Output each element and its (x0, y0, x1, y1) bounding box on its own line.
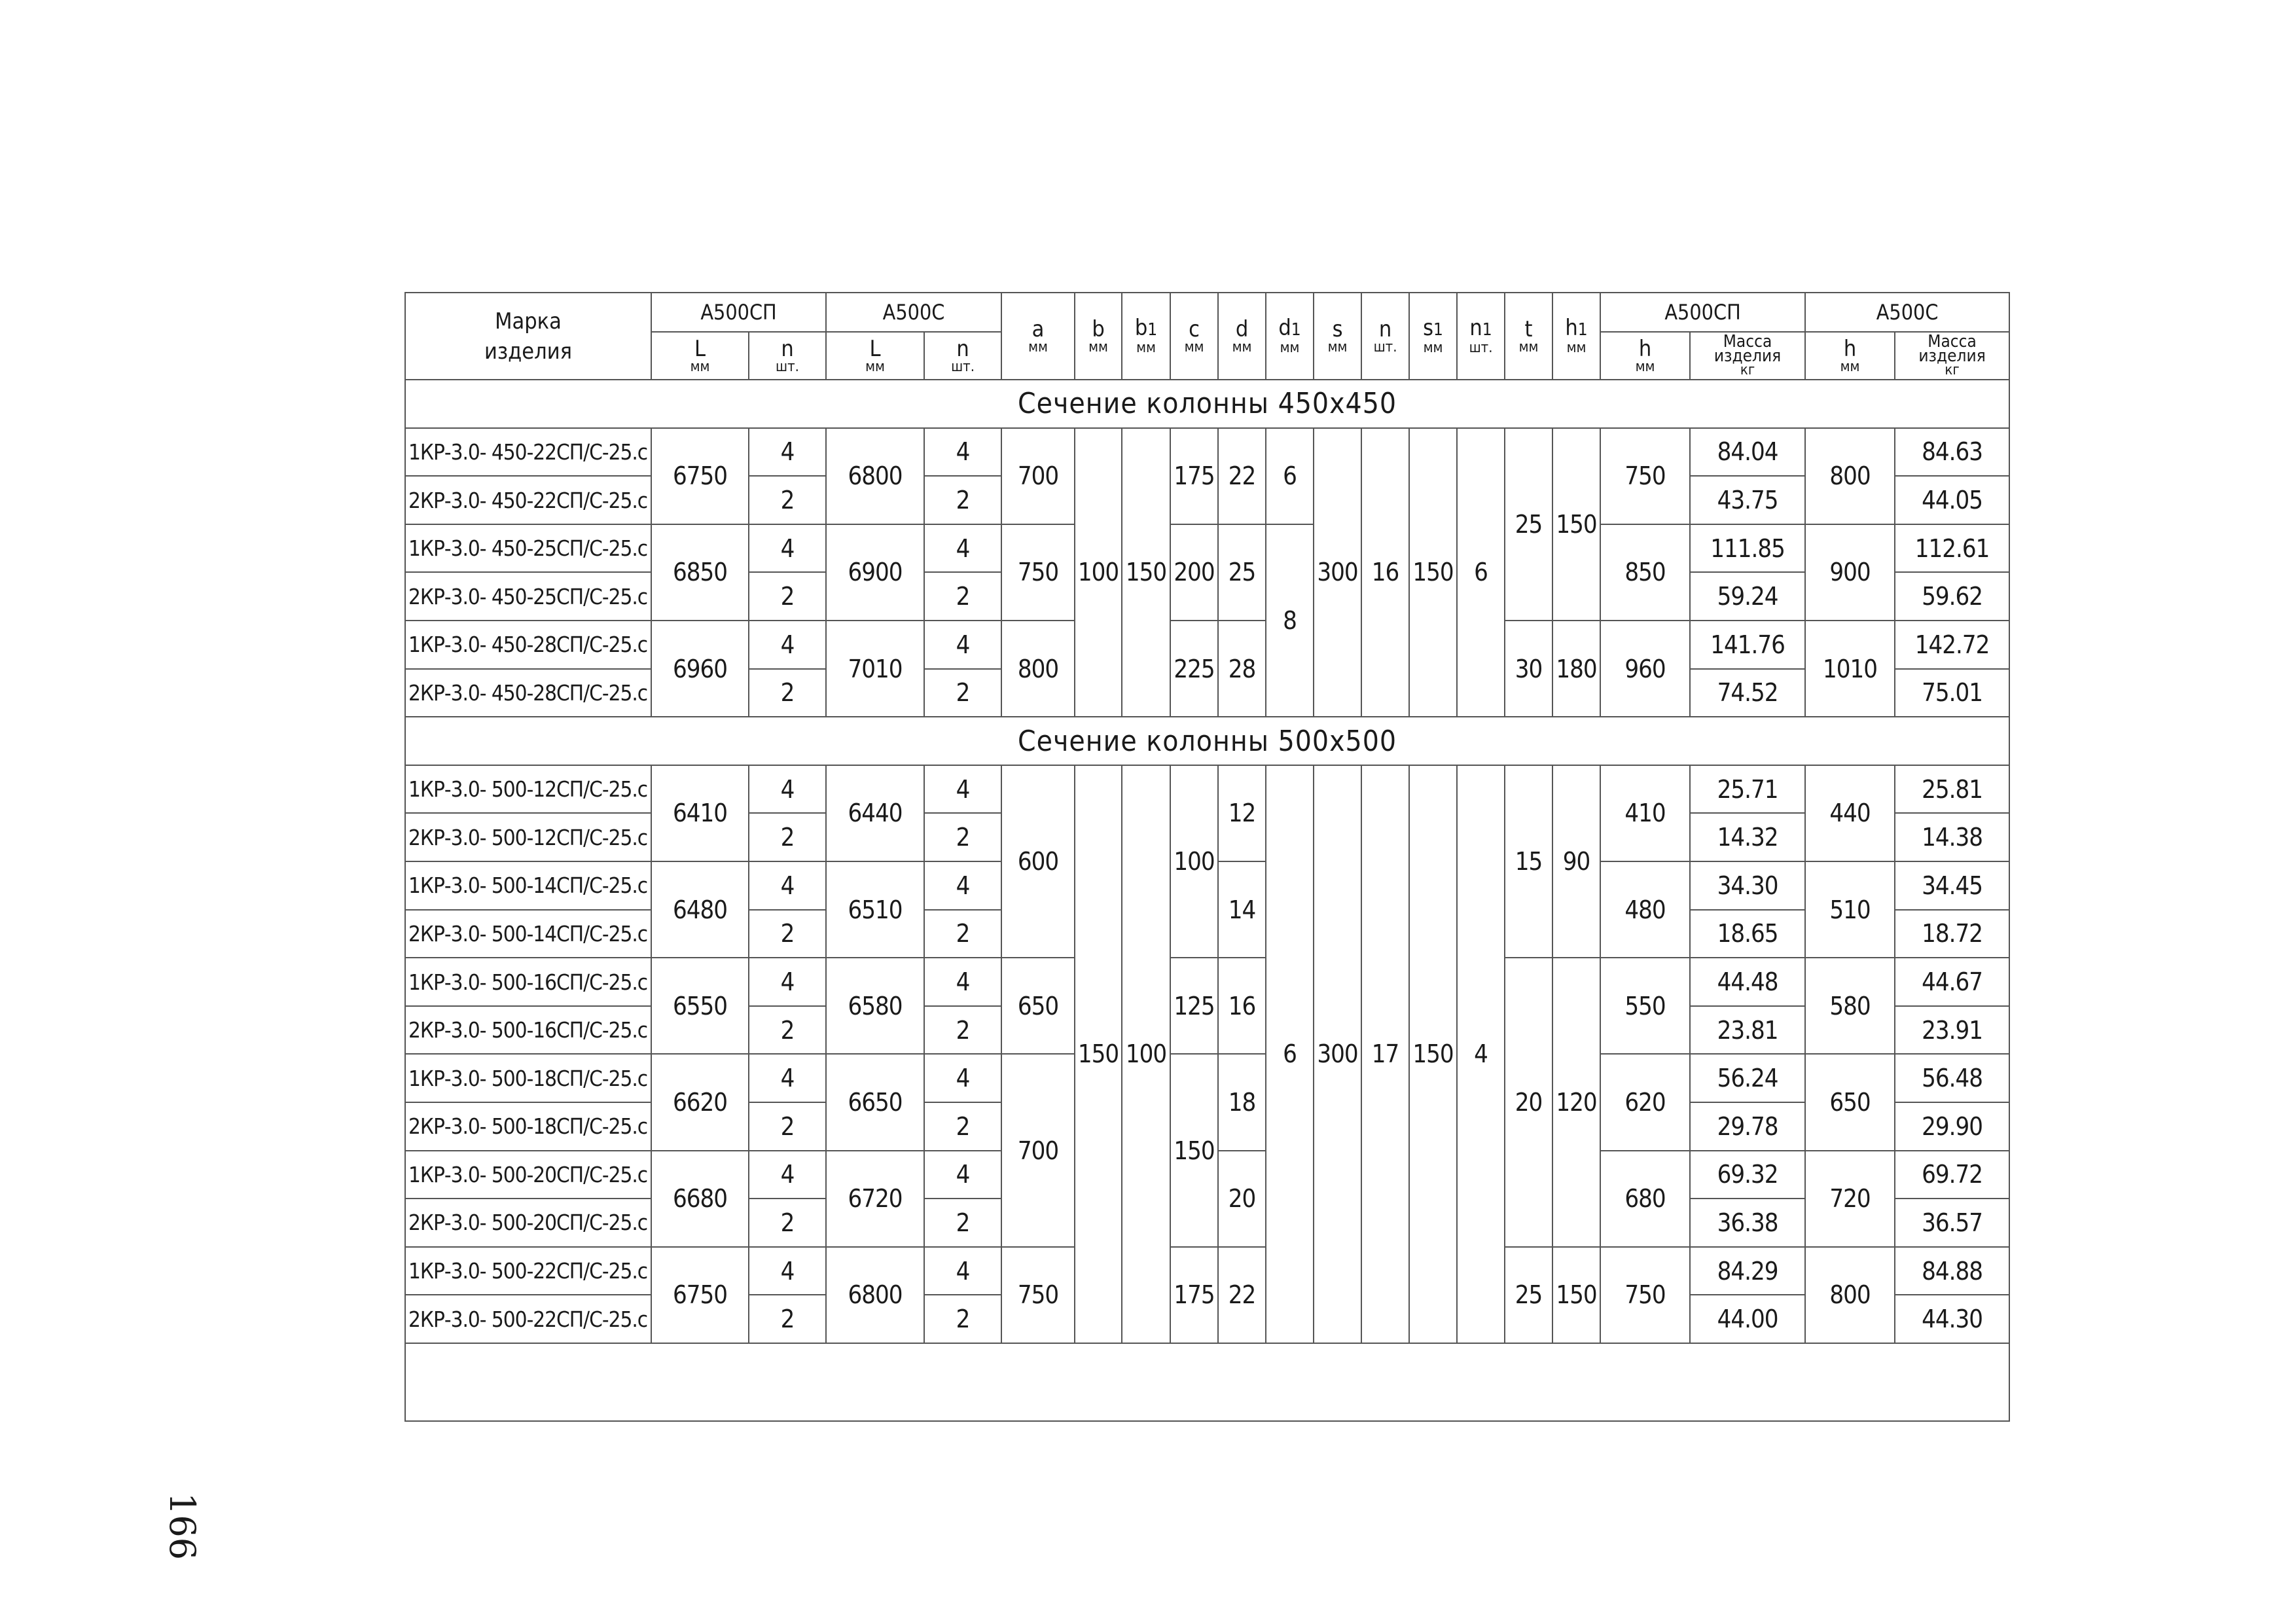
d-cell: 22 (1218, 1247, 1266, 1343)
s-header: s мм (1314, 293, 1361, 380)
mass-sp-cell: 74.52 (1690, 669, 1805, 717)
table-body (405, 380, 2009, 1421)
table-row (405, 958, 2009, 1006)
h1-cell: 150 (1552, 1247, 1600, 1343)
brand-cell: 1КР-3.0- 500-16СП/С-25.с (405, 958, 651, 1006)
n-sp-cell: 2 (749, 572, 826, 621)
L-s-cell: 6800 (826, 1247, 924, 1343)
h1-cell: 180 (1552, 621, 1600, 717)
a-cell: 700 (1001, 1054, 1075, 1246)
mass-s-cell: 75.01 (1895, 669, 2009, 717)
h1-cell: 120 (1552, 958, 1600, 1247)
brand-cell: 1КР-3.0- 450-22СП/С-25.с (405, 428, 651, 477)
a-cell: 750 (1001, 1247, 1075, 1343)
mass-s-cell: 84.63 (1895, 428, 2009, 477)
t-cell: 25 (1505, 428, 1552, 621)
n-sp-cell: 4 (749, 621, 826, 669)
n-sp-cell: 2 (749, 1006, 826, 1055)
mass-sp-cell: 44.48 (1690, 958, 1805, 1006)
n-s-cell: 2 (924, 476, 1001, 524)
mass-sp-cell: 111.85 (1690, 524, 1805, 573)
n-s-cell: 2 (924, 669, 1001, 717)
a-cell: 800 (1001, 621, 1075, 717)
brand-cell: 1КР-3.0- 450-28СП/С-25.с (405, 621, 651, 669)
h-s-cell: 650 (1805, 1054, 1895, 1150)
n1-cell: 6 (1457, 428, 1505, 717)
mass-sp-cell: 36.38 (1690, 1199, 1805, 1247)
mass-s-cell: 25.81 (1895, 765, 2009, 814)
mass-sp-cell: 25.71 (1690, 765, 1805, 814)
n-sp-cell: 2 (749, 1102, 826, 1151)
brand-cell: 2КР-3.0- 500-22СП/С-25.с (405, 1295, 651, 1343)
mass-sp-cell: 43.75 (1690, 476, 1805, 524)
n-s-cell: 4 (924, 621, 1001, 669)
mass-sp-cell: 23.81 (1690, 1006, 1805, 1055)
L-sp-cell: 6480 (651, 861, 749, 958)
mass-s-cell: 142.72 (1895, 621, 2009, 669)
d1-cell: 8 (1266, 524, 1314, 717)
mass-s-cell: 34.45 (1895, 861, 2009, 910)
L-sp-cell: 6550 (651, 958, 749, 1054)
mass-s-cell: 14.38 (1895, 813, 2009, 861)
h-s-cell: 720 (1805, 1151, 1895, 1247)
n-cell: 16 (1361, 428, 1409, 717)
mass-s-cell: 44.67 (1895, 958, 2009, 1006)
mass-sp-cell: 14.32 (1690, 813, 1805, 861)
n-sp-header: n шт. (749, 332, 826, 380)
n1-cell: 4 (1457, 765, 1505, 1343)
h1-cell: 150 (1552, 428, 1600, 621)
empty-footer-cell (405, 1343, 2009, 1421)
table-row (405, 1247, 2009, 1295)
n-header: n шт. (1361, 293, 1409, 380)
n-s-cell: 4 (924, 958, 1001, 1006)
L-sp-cell: 6960 (651, 621, 749, 717)
n-s-cell: 2 (924, 910, 1001, 958)
mass-s-cell: 36.57 (1895, 1199, 2009, 1247)
b1-header: b1 мм (1122, 293, 1170, 380)
table-row (405, 621, 2009, 669)
t-cell: 20 (1505, 958, 1552, 1247)
n-sp-cell: 4 (749, 861, 826, 910)
h-s-cell: 440 (1805, 765, 1895, 861)
brand-cell: 1КР-3.0- 500-22СП/С-25.с (405, 1247, 651, 1295)
table-row (405, 765, 2009, 814)
brand-header: Марка изделия (405, 293, 651, 380)
c-cell: 175 (1170, 428, 1218, 524)
h-s-cell: 1010 (1805, 621, 1895, 717)
mass-s-cell: 69.72 (1895, 1151, 2009, 1199)
mass-s-cell: 112.61 (1895, 524, 2009, 573)
mass-s-cell: 23.91 (1895, 1006, 2009, 1055)
n-s-cell: 2 (924, 572, 1001, 621)
c-cell: 125 (1170, 958, 1218, 1054)
brand-cell: 2КР-3.0- 500-12СП/С-25.с (405, 813, 651, 861)
d-header: d мм (1218, 293, 1266, 380)
brand-cell: 2КР-3.0- 500-16СП/С-25.с (405, 1006, 651, 1055)
h1-header: h1 мм (1552, 293, 1600, 380)
L-sp-cell: 6750 (651, 1247, 749, 1343)
brand-cell: 2КР-3.0- 450-28СП/С-25.с (405, 669, 651, 717)
n-sp-cell: 4 (749, 1247, 826, 1295)
mass-s-cell: 59.62 (1895, 572, 2009, 621)
d-cell: 18 (1218, 1054, 1266, 1150)
b-header: b мм (1075, 293, 1122, 380)
mass-sp-cell: 69.32 (1690, 1151, 1805, 1199)
n-sp-cell: 2 (749, 1199, 826, 1247)
brand-cell: 1КР-3.0- 500-20СП/С-25.с (405, 1151, 651, 1199)
h-s-header: h мм (1805, 332, 1895, 380)
d-cell: 20 (1218, 1151, 1266, 1247)
n-s-cell: 4 (924, 1054, 1001, 1102)
table-row (405, 1054, 2009, 1102)
section-title: Сечение колонны 500х500 (405, 717, 2009, 765)
h-sp-cell: 960 (1600, 621, 1690, 717)
d-cell: 22 (1218, 428, 1266, 524)
h-sp-cell: 750 (1600, 428, 1690, 524)
L-sp-cell: 6850 (651, 524, 749, 621)
b-cell: 100 (1075, 428, 1122, 717)
n1-header: n1 шт. (1457, 293, 1505, 380)
group-a500s-right-header: А500С (1805, 293, 2009, 332)
mass-s-cell: 44.05 (1895, 476, 2009, 524)
table-row (405, 428, 2009, 477)
s1-cell: 150 (1409, 428, 1457, 717)
n-sp-cell: 4 (749, 428, 826, 477)
mass-s-cell: 44.30 (1895, 1295, 2009, 1343)
mass-s-cell: 56.48 (1895, 1054, 2009, 1102)
table-header (405, 293, 2009, 380)
n-s-cell: 4 (924, 861, 1001, 910)
h-sp-cell: 750 (1600, 1247, 1690, 1343)
h-sp-cell: 480 (1600, 861, 1690, 958)
mass-s-cell: 18.72 (1895, 910, 2009, 958)
d-cell: 12 (1218, 765, 1266, 861)
mass-sp-cell: 34.30 (1690, 861, 1805, 910)
c-header: c мм (1170, 293, 1218, 380)
L-s-cell: 6440 (826, 765, 924, 861)
group-a500sp-right-header: А500СП (1600, 293, 1805, 332)
brand-cell: 1КР-3.0- 500-18СП/С-25.с (405, 1054, 651, 1102)
n-sp-cell: 2 (749, 813, 826, 861)
L-s-cell: 6800 (826, 428, 924, 524)
brand-cell: 1КР-3.0- 500-12СП/С-25.с (405, 765, 651, 814)
brand-cell: 2КР-3.0- 450-22СП/С-25.с (405, 476, 651, 524)
mass-sp-cell: 18.65 (1690, 910, 1805, 958)
n-s-cell: 4 (924, 428, 1001, 477)
n-sp-cell: 2 (749, 910, 826, 958)
c-cell: 200 (1170, 524, 1218, 621)
b-cell: 150 (1075, 765, 1122, 1343)
h-s-cell: 800 (1805, 1247, 1895, 1343)
group-a500s-header: А500С (826, 293, 1001, 332)
mass-sp-cell: 44.00 (1690, 1295, 1805, 1343)
d1-header: d1 мм (1266, 293, 1314, 380)
mass-sp-cell: 141.76 (1690, 621, 1805, 669)
L-s-cell: 7010 (826, 621, 924, 717)
section-title: Сечение колонны 450х450 (405, 380, 2009, 428)
a-cell: 700 (1001, 428, 1075, 524)
n-sp-cell: 4 (749, 1151, 826, 1199)
c-cell: 100 (1170, 765, 1218, 958)
h-sp-cell: 550 (1600, 958, 1690, 1054)
s1-header: s1 мм (1409, 293, 1457, 380)
n-s-header: n шт. (924, 332, 1001, 380)
b1-cell: 100 (1122, 765, 1170, 1343)
h-s-cell: 510 (1805, 861, 1895, 958)
brand-cell: 1КР-3.0- 450-25СП/С-25.с (405, 524, 651, 573)
mass-sp-header: Масса изделия кг (1690, 332, 1805, 380)
n-s-cell: 4 (924, 1151, 1001, 1199)
L-s-cell: 6580 (826, 958, 924, 1054)
n-sp-cell: 4 (749, 1054, 826, 1102)
t-header: t мм (1505, 293, 1552, 380)
n-sp-cell: 2 (749, 1295, 826, 1343)
c-cell: 225 (1170, 621, 1218, 717)
group-a500sp-header: А500СП (651, 293, 826, 332)
section-title-row (405, 717, 2009, 765)
s1-cell: 150 (1409, 765, 1457, 1343)
page-number: 166 (162, 1492, 203, 1561)
a-cell: 750 (1001, 524, 1075, 621)
mass-sp-cell: 59.24 (1690, 572, 1805, 621)
h-s-cell: 800 (1805, 428, 1895, 524)
n-s-cell: 2 (924, 1006, 1001, 1055)
L-sp-cell: 6750 (651, 428, 749, 524)
brand-cell: 2КР-3.0- 500-18СП/С-25.с (405, 1102, 651, 1151)
mass-sp-cell: 29.78 (1690, 1102, 1805, 1151)
h-sp-cell: 680 (1600, 1151, 1690, 1247)
n-cell: 17 (1361, 765, 1409, 1343)
n-sp-cell: 4 (749, 524, 826, 573)
n-sp-cell: 2 (749, 669, 826, 717)
n-s-cell: 4 (924, 765, 1001, 814)
n-s-cell: 2 (924, 813, 1001, 861)
section-title-row (405, 380, 2009, 428)
n-s-cell: 2 (924, 1102, 1001, 1151)
a-cell: 650 (1001, 958, 1075, 1054)
n-sp-cell: 4 (749, 765, 826, 814)
mass-sp-cell: 56.24 (1690, 1054, 1805, 1102)
t-cell: 30 (1505, 621, 1552, 717)
brand-cell: 2КР-3.0- 500-14СП/С-25.с (405, 910, 651, 958)
L-sp-cell: 6410 (651, 765, 749, 861)
d-cell: 25 (1218, 524, 1266, 621)
table-row (405, 524, 2009, 573)
brand-cell: 1КР-3.0- 500-14СП/С-25.с (405, 861, 651, 910)
h-sp-cell: 410 (1600, 765, 1690, 861)
n-sp-cell: 4 (749, 958, 826, 1006)
h-s-cell: 900 (1805, 524, 1895, 621)
n-s-cell: 4 (924, 524, 1001, 573)
c-cell: 150 (1170, 1054, 1218, 1246)
h-sp-cell: 620 (1600, 1054, 1690, 1150)
s-cell: 300 (1314, 428, 1361, 717)
t-cell: 15 (1505, 765, 1552, 958)
L-s-cell: 6510 (826, 861, 924, 958)
mass-s-header: Масса изделия кг (1895, 332, 2009, 380)
L-s-cell: 6900 (826, 524, 924, 621)
h-sp-cell: 850 (1600, 524, 1690, 621)
h1-cell: 90 (1552, 765, 1600, 958)
n-s-cell: 2 (924, 1295, 1001, 1343)
brand-cell: 2КР-3.0- 500-20СП/С-25.с (405, 1199, 651, 1247)
d1-cell: 6 (1266, 428, 1314, 524)
brand-cell: 2КР-3.0- 450-25СП/С-25.с (405, 572, 651, 621)
h-sp-header: h мм (1600, 332, 1690, 380)
d-cell: 14 (1218, 861, 1266, 958)
L-sp-cell: 6620 (651, 1054, 749, 1150)
s-cell: 300 (1314, 765, 1361, 1343)
specification-table (404, 292, 2010, 1422)
d-cell: 16 (1218, 958, 1266, 1054)
L-s-cell: 6720 (826, 1151, 924, 1247)
mass-sp-cell: 84.29 (1690, 1247, 1805, 1295)
b1-cell: 150 (1122, 428, 1170, 717)
n-s-cell: 2 (924, 1199, 1001, 1247)
d-cell: 28 (1218, 621, 1266, 717)
t-cell: 25 (1505, 1247, 1552, 1343)
n-s-cell: 4 (924, 1247, 1001, 1295)
n-sp-cell: 2 (749, 476, 826, 524)
L-sp-header: L мм (651, 332, 749, 380)
d1-cell: 6 (1266, 765, 1314, 1343)
empty-footer-row (405, 1343, 2009, 1421)
mass-s-cell: 84.88 (1895, 1247, 2009, 1295)
mass-sp-cell: 84.04 (1690, 428, 1805, 477)
L-s-header: L мм (826, 332, 924, 380)
a-cell: 600 (1001, 765, 1075, 958)
L-sp-cell: 6680 (651, 1151, 749, 1247)
c-cell: 175 (1170, 1247, 1218, 1343)
mass-s-cell: 29.90 (1895, 1102, 2009, 1151)
a-header: a мм (1001, 293, 1075, 380)
L-s-cell: 6650 (826, 1054, 924, 1150)
h-s-cell: 580 (1805, 958, 1895, 1054)
